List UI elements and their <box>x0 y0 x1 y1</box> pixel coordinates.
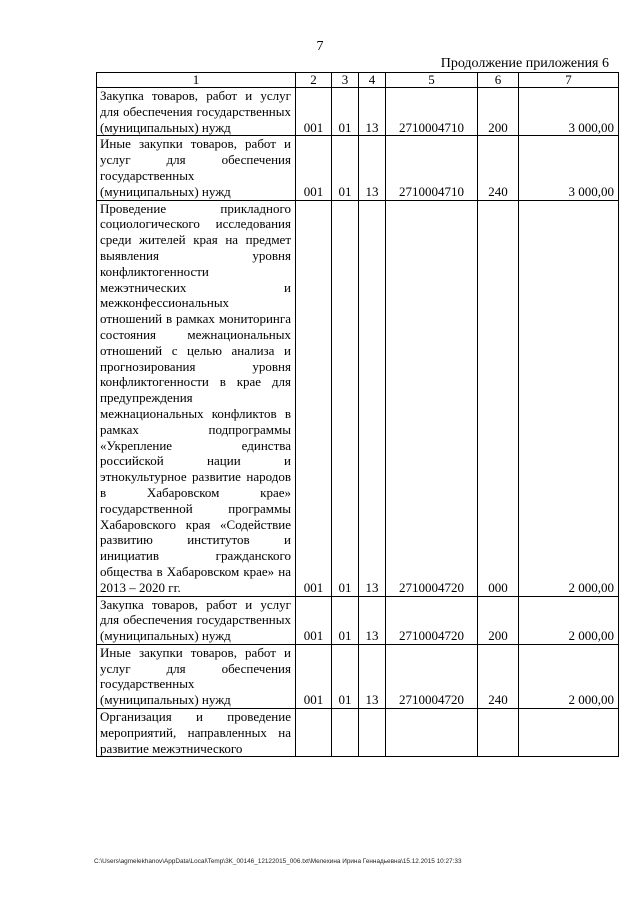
table-row <box>97 200 619 596</box>
file-path-footer: C:\Users\agmelekhanov\AppData\Local\Temp\3K_00146_12122015_006.txt\Мелехина Ирина Геннадьевна\15.12.2015 10:27:33 <box>94 858 462 865</box>
budget-table <box>96 72 619 757</box>
row-subsection-code <box>359 709 386 757</box>
header-col-4: 4 <box>359 73 386 88</box>
page-number: 7 <box>316 39 324 54</box>
row-target-article: 2710004710 <box>386 136 478 200</box>
row-target-article: 2710004720 <box>386 200 478 596</box>
table-row <box>97 709 619 757</box>
row-subsection-code: 13 <box>359 136 386 200</box>
row-ministry-code: 001 <box>296 644 332 708</box>
row-section-code: 01 <box>332 644 359 708</box>
row-ministry-code: 001 <box>296 136 332 200</box>
row-expense-type: 000 <box>478 200 519 596</box>
row-section-code: 01 <box>332 136 359 200</box>
row-section-code <box>332 709 359 757</box>
header-col-5: 5 <box>386 73 478 88</box>
row-name: Иные закупки товаров, работ и услуг для обеспечения государственных (муниципальных) нужд <box>97 644 296 708</box>
row-subsection-code: 13 <box>359 596 386 644</box>
row-subsection-code: 13 <box>359 644 386 708</box>
table-header-row <box>97 73 619 88</box>
row-expense-type: 240 <box>478 136 519 200</box>
row-amount: 2 000,00 <box>519 644 619 708</box>
row-amount <box>519 709 619 757</box>
row-name: Организация и проведение мероприятий, направленных на развитие межэтнического <box>97 709 296 757</box>
row-amount: 3 000,00 <box>519 136 619 200</box>
row-subsection-code: 13 <box>359 200 386 596</box>
row-section-code: 01 <box>332 200 359 596</box>
row-expense-type: 240 <box>478 644 519 708</box>
header-col-7: 7 <box>519 73 619 88</box>
row-ministry-code: 001 <box>296 596 332 644</box>
header-col-3: 3 <box>332 73 359 88</box>
header-col-1: 1 <box>97 73 296 88</box>
row-expense-type: 200 <box>478 88 519 136</box>
table-row <box>97 88 619 136</box>
table-row <box>97 644 619 708</box>
row-target-article <box>386 709 478 757</box>
appendix-continuation-label: Продолжение приложения 6 <box>440 56 609 71</box>
row-name: Закупка товаров, работ и услуг для обеспечения государственных (муниципальных) нужд <box>97 596 296 644</box>
row-expense-type <box>478 709 519 757</box>
row-amount: 3 000,00 <box>519 88 619 136</box>
row-amount: 2 000,00 <box>519 596 619 644</box>
header-col-2: 2 <box>296 73 332 88</box>
row-target-article: 2710004720 <box>386 596 478 644</box>
row-amount: 2 000,00 <box>519 200 619 596</box>
row-name: Иные закупки товаров, работ и услуг для обеспечения государственных (муниципальных) нужд <box>97 136 296 200</box>
row-subsection-code: 13 <box>359 88 386 136</box>
row-name: Проведение прикладного социологического исследования среди жителей края на предмет выявления уровня конфликтогенности межэтнических и межконфессиональных отношений в рамках мониторинга состояния межнациональных отношений с целью анализа и прогнозирования уровня конфликтогенности в крае для предупреждения межнациональных конфликтов в рамках подпрограммы «Укрепление единства российской нации и этнокультурное развитие народов в Хабаровском крае» государственной программы Хабаровского края «Содействие развитию институтов и инициатив гражданского общества в Хабаровском крае» на 2013 – 2020 гг. <box>97 200 296 596</box>
row-expense-type: 200 <box>478 596 519 644</box>
row-target-article: 2710004710 <box>386 88 478 136</box>
table-row <box>97 136 619 200</box>
table-row <box>97 596 619 644</box>
row-target-article: 2710004720 <box>386 644 478 708</box>
row-ministry-code: 001 <box>296 200 332 596</box>
header-col-6: 6 <box>478 73 519 88</box>
row-ministry-code <box>296 709 332 757</box>
row-ministry-code: 001 <box>296 88 332 136</box>
row-section-code: 01 <box>332 596 359 644</box>
row-name: Закупка товаров, работ и услуг для обеспечения государственных (муниципальных) нужд <box>97 88 296 136</box>
row-section-code: 01 <box>332 88 359 136</box>
